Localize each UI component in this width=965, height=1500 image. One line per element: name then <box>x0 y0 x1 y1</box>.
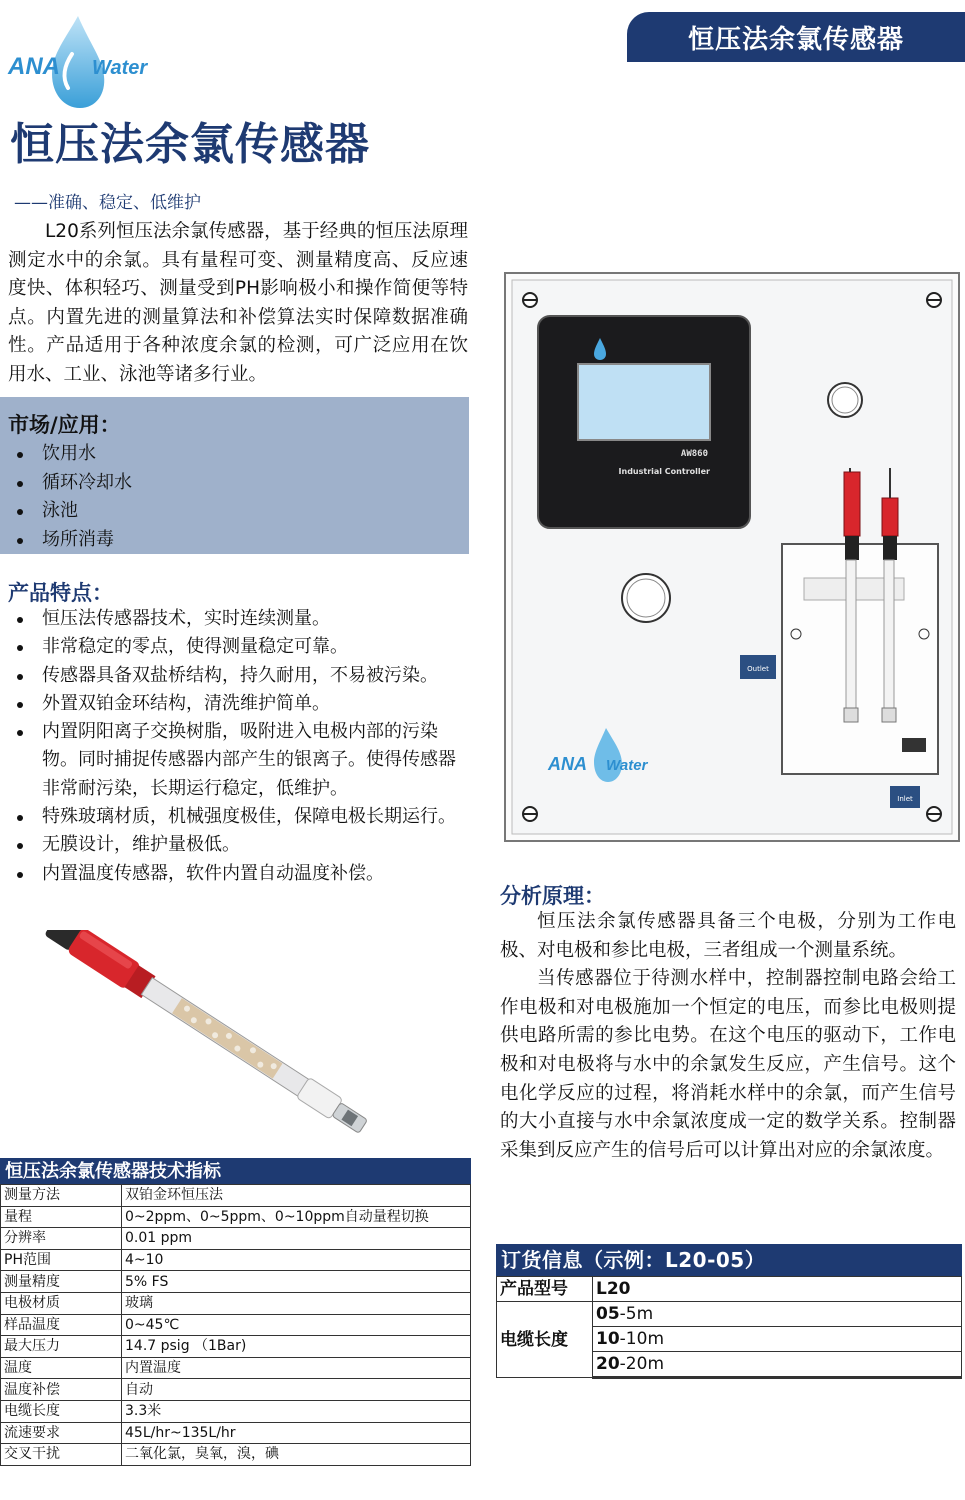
spec-value: 玻璃 <box>122 1292 471 1314</box>
table-row <box>1 1444 471 1466</box>
cable-option: 10-10m <box>593 1327 962 1352</box>
list-item: 外置双铂金环结构，清洗维护简单。 <box>8 690 466 718</box>
market-list <box>8 440 132 554</box>
spec-label: 测量方法 <box>1 1185 122 1207</box>
table-row <box>1 1379 471 1401</box>
cable-label: 电缆长度 <box>497 1302 593 1378</box>
cable-option: 20-20m <box>593 1352 962 1378</box>
list-item: 内置阴阳离子交换树脂，吸附进入电极内部的污染物。同时捕捉传感器内部产生的银离子。使得传感器非常耐污染，长期运行稳定，低维护。 <box>8 718 466 803</box>
intro-paragraph: L20系列恒压法余氯传感器，基于经典的恒压法原理测定水中的余氯。具有量程可变、测量精度高、反应速度快、体积轻巧、测量受到PH影响极小和操作简便等特点。内置先进的测量算法和补偿算法实时保障数据准确性。产品适用于各种浓度余氯的检测，可广泛应用在饮用水、工业、泳池等诸多行业。 <box>8 221 468 385</box>
logo-text-right: Water <box>92 57 148 79</box>
analysis-paragraph: 当传感器位于待测水样中，控制器控制电路会给工作电极和对电极施加一个恒定的电压，而参比电极则提供电路所需的参比电势。在这个电压的驱动下，工作电极和对电极将与水中的余氯发生反应，产生信号。这个电化学反应的过程，将消耗水样中的余氯，而产生信号的大小直接与水中余氯浓度成一定的数学关系。控制器采集到反应产生的信号后可以计算出对应的余氯浓度。 <box>500 968 956 1161</box>
table-row <box>497 1277 962 1302</box>
spec-value: 0~45℃ <box>122 1314 471 1336</box>
header-tab <box>627 12 965 62</box>
spec-label: 温度补偿 <box>1 1379 122 1401</box>
brand-logo <box>6 14 156 112</box>
table-row <box>1 1400 471 1422</box>
controller-panel-image <box>504 272 960 842</box>
spec-label: 交叉干扰 <box>1 1444 122 1466</box>
table-row <box>1 1357 471 1379</box>
list-item: 非常稳定的零点，使得测量稳定可靠。 <box>8 633 466 661</box>
list-item: 传感器具备双盐桥结构，持久耐用，不易被污染。 <box>8 662 466 690</box>
analysis-paragraph: 恒压法余氯传感器具备三个电极，分别为工作电极、对电极和参比电极，三者组成一个测量系统。 <box>500 911 956 961</box>
list-item: 饮用水 <box>8 440 132 469</box>
analysis-heading: 分析原理： <box>500 884 605 908</box>
spec-value: 4~10 <box>122 1249 471 1271</box>
spec-label: 最大压力 <box>1 1336 122 1358</box>
page-subtitle: ——准确、稳定、低维护 <box>14 193 201 213</box>
spec-value: 0.01 ppm <box>122 1228 471 1250</box>
analysis-text <box>500 908 956 1165</box>
spec-value: 双铂金环恒压法 <box>122 1185 471 1207</box>
spec-value: 14.7 psig （1Bar) <box>122 1336 471 1358</box>
spec-value: 自动 <box>122 1379 471 1401</box>
spec-value: 内置温度 <box>122 1357 471 1379</box>
table-row <box>1 1422 471 1444</box>
spec-value: 二氧化氯，臭氧，溴，碘 <box>122 1444 471 1466</box>
table-row <box>1 1292 471 1314</box>
spec-value: 0~2ppm、0~5ppm、0~10ppm自动量程切换 <box>122 1206 471 1228</box>
spec-value: 45L/hr~135L/hr <box>122 1422 471 1444</box>
spec-label: 样品温度 <box>1 1314 122 1336</box>
model-label: 产品型号 <box>497 1277 593 1302</box>
spec-value: 3.3米 <box>122 1400 471 1422</box>
controller-logo-right: Water <box>606 757 648 774</box>
table-row <box>497 1302 962 1327</box>
table-row <box>1 1206 471 1228</box>
table-row <box>1 1336 471 1358</box>
spec-label: 温度 <box>1 1357 122 1379</box>
spec-label: 分辨率 <box>1 1228 122 1250</box>
table-row <box>1 1271 471 1293</box>
order-table-caption: 订货信息（示例：L20-05） <box>496 1244 962 1276</box>
features-heading: 产品特点： <box>8 581 113 605</box>
spec-value: 5% FS <box>122 1271 471 1293</box>
table-row <box>1 1228 471 1250</box>
table-row <box>1 1314 471 1336</box>
order-table <box>496 1244 962 1379</box>
features-list <box>8 605 466 888</box>
model-value: L20 <box>593 1277 962 1302</box>
spec-label: 测量精度 <box>1 1271 122 1293</box>
list-item: 场所消毒 <box>8 526 132 555</box>
list-item: 无膜设计，维护量极低。 <box>8 831 466 859</box>
sensor-probe-image <box>42 930 412 1140</box>
spec-label: PH范围 <box>1 1249 122 1271</box>
controller-logo-left: ANA <box>548 754 587 774</box>
controller-model: AW860 <box>680 449 708 459</box>
page-title: 恒压法余氯传感器 <box>10 119 370 170</box>
list-item: 内置温度传感器，软件内置自动温度补偿。 <box>8 860 466 888</box>
cable-option: 05-5m <box>593 1302 962 1327</box>
outlet-label: Outlet <box>747 665 769 673</box>
table-row <box>1 1185 471 1207</box>
spec-label: 电缆长度 <box>1 1400 122 1422</box>
list-item: 循环冷却水 <box>8 469 132 498</box>
list-item: 泳池 <box>8 497 132 526</box>
spec-label: 流速要求 <box>1 1422 122 1444</box>
market-heading: 市场/应用： <box>8 413 121 437</box>
spec-label: 量程 <box>1 1206 122 1228</box>
logo-text-left: ANA <box>8 53 60 80</box>
header-tab-title: 恒压法余氯传感器 <box>687 24 904 55</box>
inlet-label: Inlet <box>897 795 913 803</box>
list-item: 恒压法传感器技术，实时连续测量。 <box>8 605 466 633</box>
spec-table <box>0 1158 471 1466</box>
spec-table-caption: 恒压法余氯传感器技术指标 <box>0 1158 471 1184</box>
controller-name: Industrial Controller <box>618 467 710 476</box>
table-row <box>1 1249 471 1271</box>
list-item: 特殊玻璃材质，机械强度极佳，保障电极长期运行。 <box>8 803 466 831</box>
spec-label: 电极材质 <box>1 1292 122 1314</box>
